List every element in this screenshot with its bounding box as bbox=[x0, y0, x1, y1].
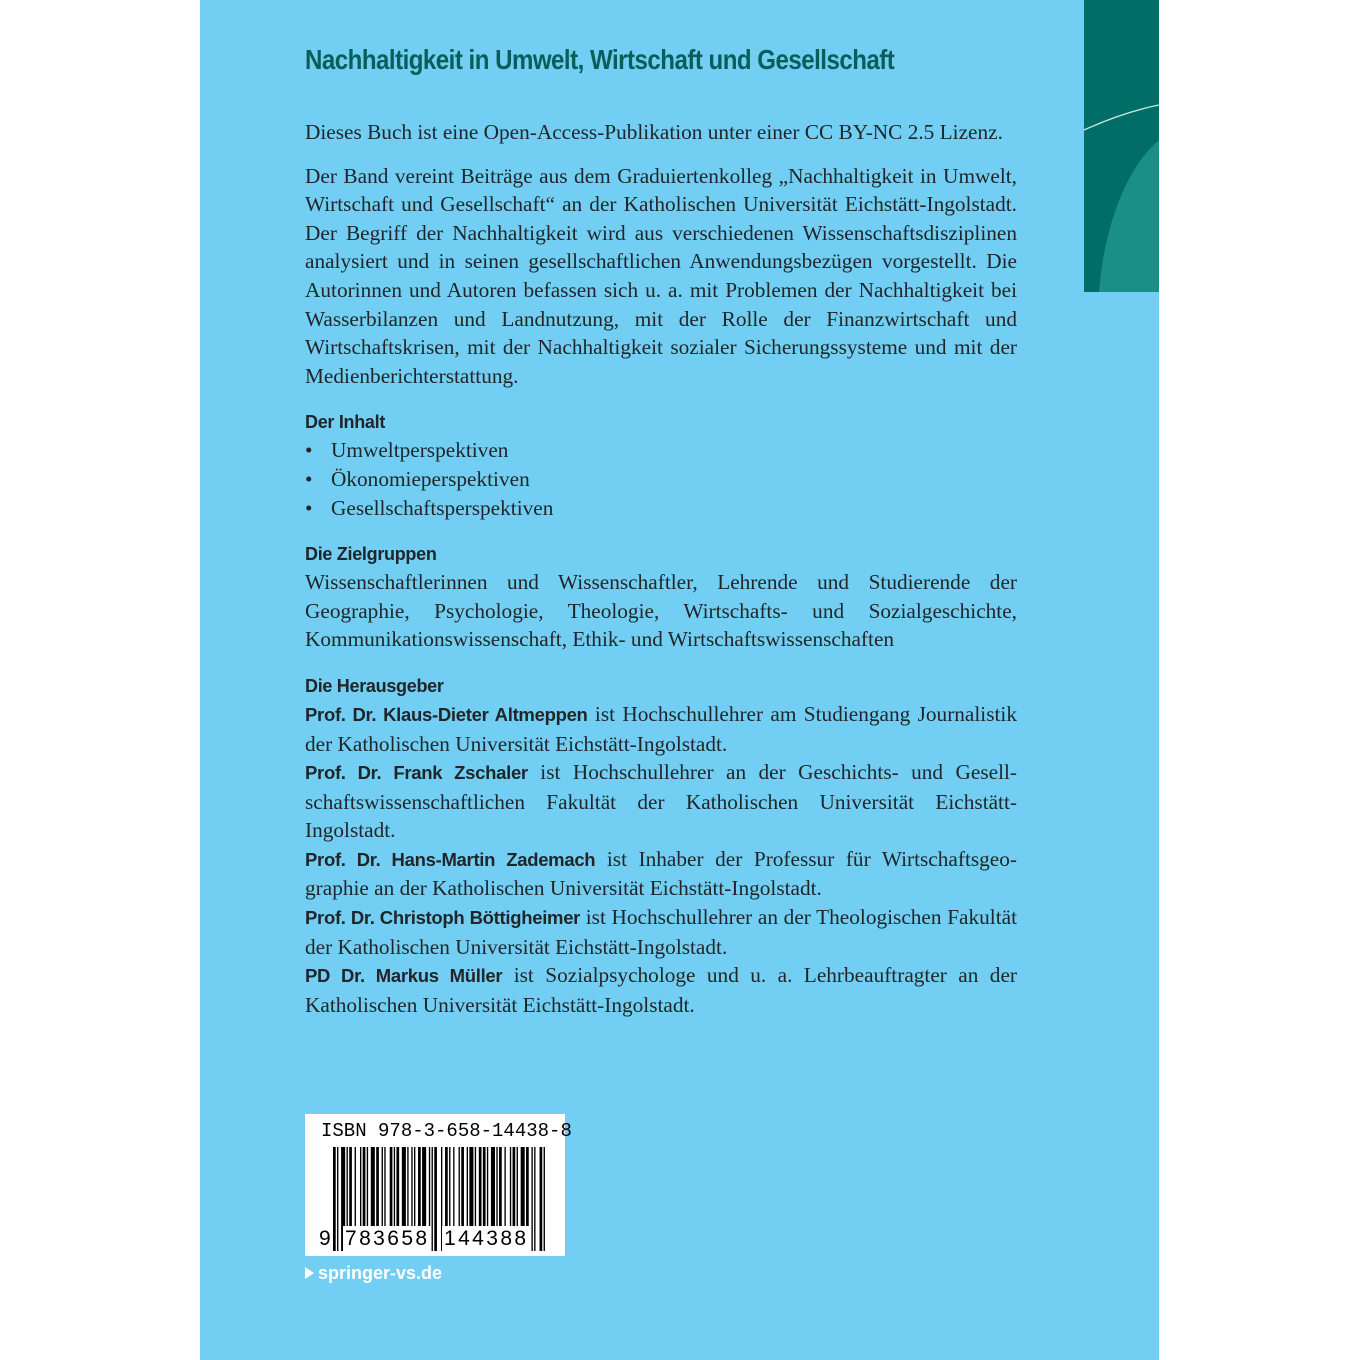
editor-name: PD Dr. Markus Müller bbox=[305, 965, 503, 987]
editor-entry: Prof. Dr. Hans-Martin Zademach ist Inhaber der Professur für Wirtschaftsgeographie an der Katholischen Universität Eichstätt-Ingolstadt. bbox=[305, 846, 1017, 901]
editor-name: Prof. Dr. Christoph Böttigheimer bbox=[305, 907, 581, 929]
editor-entry: PD Dr. Markus Müller ist Sozialpsychologe und u. a. Lehrbeauftragter an der Katholischen Universität Eichstätt-Ingolstadt. bbox=[305, 963, 1017, 1017]
barcode-digits-right: 144388 bbox=[444, 1227, 529, 1250]
editor-name: Prof. Dr. Klaus-Dieter Altmeppen bbox=[305, 703, 588, 725]
editor-name: Prof. Dr. Frank Zschaler bbox=[305, 762, 528, 784]
barcode-bar bbox=[434, 1147, 437, 1251]
editors-heading: Die Herausgeber bbox=[305, 675, 444, 696]
barcode-bar bbox=[544, 1147, 545, 1251]
list-item: • Ökonomieperspektiven bbox=[305, 465, 1017, 494]
audience-text: Wissenschaftlerinnen und Wissenschaftler, Lehrende und Studierende der Geographie, Psychologie, Theologie, Wirtschafts- und Sozialgeschichte, Kommunikationswissenschaft, Ethik- und Wirtschaftswissenschaften bbox=[305, 570, 1017, 652]
book-back-cover bbox=[200, 0, 1159, 1360]
description-text: Der Band vereint Beiträge aus dem Graduiertenkolleg „Nachhaltigkeit in Umwelt, Wirtschaft und Gesellschaft“ an der Katholischen Universität Eichstätt-Ingolstadt. Der Begriff der Nachhaltigkeit wird aus verschiedenen Wissenschaftsdisziplinen analysiert und in seinen gesellschaftlichen Anwendungsbezügen vorgestellt. Die Autorinnen und Autoren befassen sich u. a. mit Problemen der Nachhaltigkeit bei Wasserbilanzen und Landnutzung, mit der Rolle der Finanzwirtschaft und Wirtschaftskrisen, mit der Nachhaltigkeit sozialer Sicherungssysteme und mit der Medienberichterstattung. bbox=[305, 163, 1017, 388]
contents-list bbox=[305, 436, 1017, 522]
publisher-website: springer-vs.de bbox=[305, 1263, 442, 1284]
bullet: • bbox=[305, 466, 313, 491]
editor-entry: Prof. Dr. Frank Zschaler ist Hochschullehrer an der Geschichts- und Gesellschaftswissenschaftlichen Fakultät der Katholischen Universität Eichstätt-Ingolstadt. bbox=[305, 760, 1018, 843]
barcode-bar bbox=[333, 1147, 336, 1251]
book-title: Nachhaltigkeit in Umwelt, Wirtschaft und Gesellschaft bbox=[305, 44, 895, 75]
barcode-bar bbox=[432, 1147, 433, 1251]
barcode-digits-left: 783658 bbox=[345, 1227, 430, 1250]
barcode-bar bbox=[337, 1147, 338, 1251]
editor-entry: Prof. Dr. Christoph Böttigheimer ist Hochschullehrer an der Theologischen Fakultät der Katholischen Universität Eichstätt-Ingolstadt. bbox=[305, 905, 1017, 959]
list-item: • Gesellschaftsperspektiven bbox=[305, 494, 1017, 523]
bullet: • bbox=[305, 495, 313, 520]
editor-entry: Prof. Dr. Klaus-Dieter Altmeppen ist Hochschullehrer am Studiengang Journalistik der Katholischen Universität Eichstätt-Ingolstadt. bbox=[305, 701, 1017, 756]
corner-graphic bbox=[1084, 0, 1159, 292]
isbn-label: ISBN 978-3-658-14438-8 bbox=[321, 1120, 572, 1142]
list-item: • Umweltperspektiven bbox=[305, 436, 1017, 465]
arrow-right-icon bbox=[305, 1267, 314, 1279]
barcode-bar bbox=[540, 1147, 543, 1251]
barcode-bar bbox=[534, 1147, 535, 1251]
audience-heading: Die Zielgruppen bbox=[305, 544, 437, 565]
main-content bbox=[305, 44, 1017, 1019]
barcode-digit-first: 9 bbox=[319, 1227, 331, 1250]
license-text: Dieses Buch ist eine Open-Access-Publikation unter einer CC BY-NC 2.5 Lizenz. bbox=[305, 120, 1003, 144]
isbn-barcode-box bbox=[305, 1114, 572, 1256]
bullet: • bbox=[305, 438, 313, 463]
editor-name: Prof. Dr. Hans-Martin Zademach bbox=[305, 848, 596, 870]
barcode-bar bbox=[531, 1147, 532, 1251]
contents-heading: Der Inhalt bbox=[305, 412, 386, 433]
